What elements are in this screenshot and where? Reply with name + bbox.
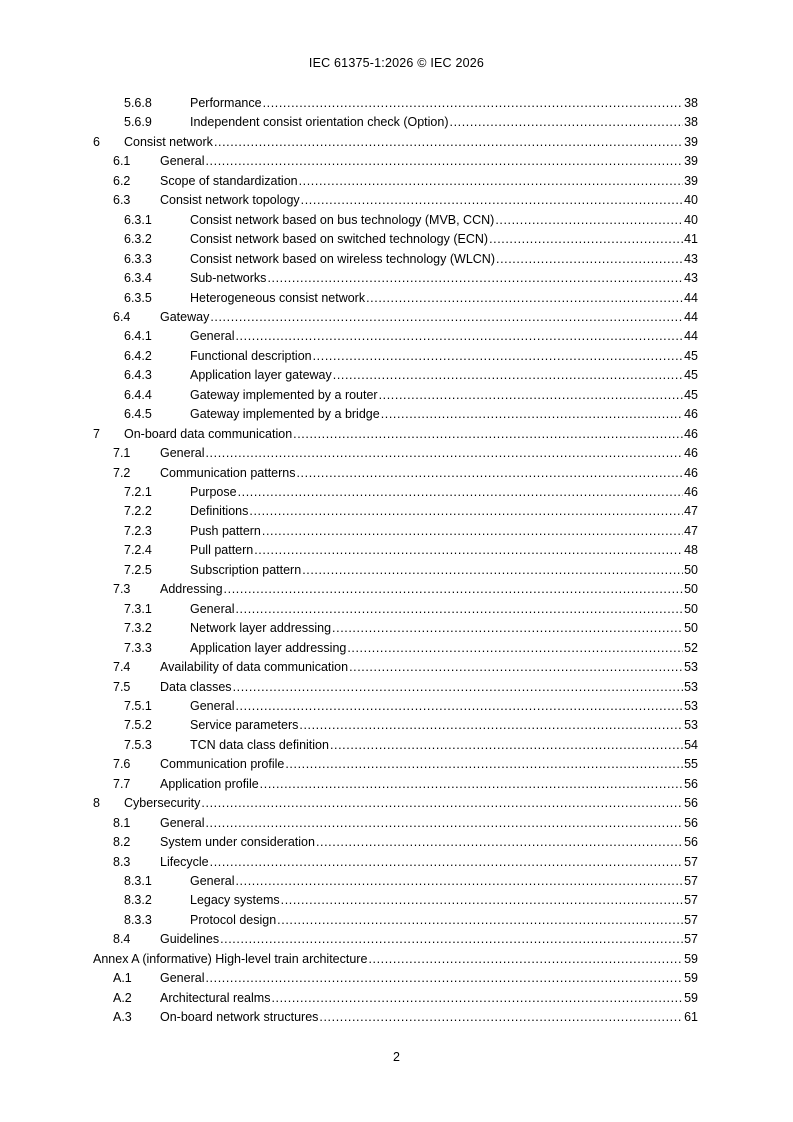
- toc-entry[interactable]: [0, 171, 793, 191]
- dot-leader: [277, 910, 683, 930]
- dot-leader: [281, 890, 683, 910]
- dot-leader: [313, 346, 683, 366]
- toc-entry-title: Communication profile: [160, 757, 285, 772]
- toc-entry-title: General: [190, 601, 235, 616]
- toc-entry[interactable]: [0, 132, 793, 152]
- toc-entry-number: 8.4: [113, 932, 131, 947]
- dot-leader: [249, 501, 683, 521]
- toc-entry-title: General: [160, 446, 205, 461]
- toc-entry-number: 7.2.5: [124, 562, 152, 577]
- toc-entry-number: 7.5.2: [124, 718, 152, 733]
- toc-entry-title: Application profile: [160, 776, 259, 791]
- toc-entry-number: 6.2: [113, 173, 131, 188]
- toc-entry-number: 7.5.1: [124, 698, 152, 713]
- toc-entry[interactable]: [0, 988, 793, 1008]
- toc-entry-title: Consist network based on bus technology (MVB, CCN): [190, 212, 495, 227]
- toc-entry-page: 57: [684, 893, 698, 908]
- toc-entry[interactable]: [0, 521, 793, 541]
- toc-entry-title: Consist network based on wireless technology (WLCN): [190, 251, 495, 266]
- toc-entry-title: Scope of standardization: [160, 173, 298, 188]
- toc-entry-title: General: [190, 698, 235, 713]
- toc-entry[interactable]: [0, 657, 793, 677]
- toc-entry-number: 6.3.3: [124, 251, 152, 266]
- toc-entry-number: 7.4: [113, 660, 131, 675]
- toc-entry[interactable]: [0, 929, 793, 949]
- toc-entry[interactable]: [0, 404, 793, 424]
- toc-entry-number: 8.3.2: [124, 893, 152, 908]
- toc-entry-number: 7.2.3: [124, 523, 152, 538]
- page-header: [0, 56, 793, 70]
- toc-entry-page: 56: [684, 835, 698, 850]
- toc-entry[interactable]: [0, 774, 793, 794]
- toc-entry-page: 53: [684, 718, 698, 733]
- toc-entry-title: General: [190, 874, 235, 888]
- toc-entry-title: Application layer addressing: [190, 640, 347, 655]
- toc-entry-title: Legacy systems: [190, 893, 280, 908]
- toc-entry-page: 38: [684, 96, 698, 110]
- toc-entry-title: Network layer addressing: [190, 621, 332, 636]
- toc-entry-number: 7.6: [113, 757, 131, 772]
- toc-entry-number: A.2: [113, 990, 132, 1005]
- toc-entry-number: 8.3.1: [124, 874, 152, 888]
- toc-entry-title: Consist network based on switched technology (ECN): [190, 232, 489, 247]
- toc-entry[interactable]: [0, 852, 793, 872]
- toc-entry-page: 57: [684, 854, 698, 869]
- toc-entry[interactable]: [0, 793, 793, 813]
- toc-entry[interactable]: [0, 677, 793, 697]
- dot-leader: [233, 677, 684, 697]
- dot-leader: [379, 385, 684, 405]
- dot-leader: [296, 463, 683, 483]
- dot-leader: [254, 540, 683, 560]
- toc-entry[interactable]: [0, 949, 793, 969]
- toc-entry-page: 59: [684, 951, 698, 966]
- toc-entry-number: 7.2: [113, 465, 131, 480]
- toc-entry-page: 59: [684, 971, 698, 986]
- toc-entry-title: Push pattern: [190, 523, 261, 538]
- toc-entry-title: Cybersecurity: [124, 796, 201, 811]
- toc-entry-number: 7.3.3: [124, 640, 152, 655]
- dot-leader: [301, 190, 683, 210]
- toc-entry-page: 52: [684, 640, 698, 655]
- toc-entry-number: 7.3.2: [124, 621, 152, 636]
- toc-entry-page: 47: [684, 504, 698, 519]
- toc-entry[interactable]: [0, 229, 793, 249]
- dot-leader: [495, 210, 683, 230]
- dot-leader: [285, 754, 683, 774]
- toc-entry-page: 53: [684, 679, 698, 694]
- dot-leader: [332, 618, 683, 638]
- dot-leader: [496, 249, 683, 269]
- toc-entry-page: 50: [684, 562, 698, 577]
- toc-entry-page: 44: [684, 329, 698, 344]
- dot-leader: [349, 657, 683, 677]
- dot-leader: [489, 229, 683, 249]
- toc-entry-number: 8: [93, 796, 100, 811]
- toc-entry[interactable]: [0, 365, 793, 385]
- toc-entry-number: 6.4.3: [124, 368, 152, 383]
- toc-entry[interactable]: [0, 871, 793, 891]
- dot-leader: [205, 968, 683, 988]
- dot-leader: [330, 735, 683, 755]
- toc-entry-number: 6.3.5: [124, 290, 152, 305]
- toc-entry-number: 6.4.4: [124, 387, 152, 402]
- dot-leader: [224, 579, 684, 599]
- toc-entry-number: 6.4.2: [124, 348, 152, 363]
- dot-leader: [347, 638, 683, 658]
- dot-leader: [333, 365, 683, 385]
- toc-entry-number: 7.7: [113, 776, 131, 791]
- dot-leader: [299, 171, 684, 191]
- toc-entry-page: 45: [684, 387, 698, 402]
- toc-entry-title: Performance: [190, 96, 262, 110]
- toc-entry-title: General: [160, 971, 205, 986]
- toc-entry-page: 61: [684, 1010, 698, 1025]
- toc-entry-page: 45: [684, 348, 698, 363]
- toc-entry[interactable]: [0, 190, 793, 210]
- dot-leader: [450, 112, 684, 132]
- toc-entry-number: 6: [93, 134, 100, 149]
- toc-entry-page: 39: [684, 173, 698, 188]
- dot-leader: [235, 599, 683, 619]
- toc-entry[interactable]: [0, 696, 793, 716]
- toc-entry-title: General: [190, 329, 235, 344]
- toc-entry-page: 50: [684, 582, 698, 597]
- toc-entry-number: 5.6.9: [124, 115, 152, 130]
- toc-entry-title: Availability of data communication: [160, 660, 349, 675]
- toc-entry-number: 5.6.8: [124, 96, 152, 110]
- toc-entry[interactable]: [0, 249, 793, 269]
- toc-entry-title: Lifecycle: [160, 854, 209, 869]
- toc-entry-number: 6.1: [113, 154, 131, 169]
- dot-leader: [299, 715, 683, 735]
- dot-leader: [319, 1007, 683, 1027]
- toc-entry-title: Definitions: [190, 504, 249, 519]
- toc-entry[interactable]: [0, 832, 793, 852]
- toc-entry-number: 8.3.3: [124, 912, 152, 927]
- toc-entry-number: 7.1: [113, 446, 131, 461]
- dot-leader: [235, 326, 683, 346]
- toc-entry[interactable]: [0, 754, 793, 774]
- dot-leader: [366, 288, 683, 308]
- toc-entry-number: A.1: [113, 971, 132, 986]
- toc-entry-number: 7.3.1: [124, 601, 152, 616]
- toc-entry[interactable]: [0, 560, 793, 580]
- toc-entry[interactable]: [0, 346, 793, 366]
- toc-entry-title: Heterogeneous consist network: [190, 290, 366, 305]
- toc-entry-page: 40: [684, 193, 698, 208]
- dot-leader: [316, 832, 683, 852]
- toc-entry-page: 55: [684, 757, 698, 772]
- toc-entry-title: On-board network structures: [160, 1010, 319, 1025]
- toc-entry[interactable]: [0, 618, 793, 638]
- dot-leader: [293, 424, 683, 444]
- toc-entry[interactable]: [0, 813, 793, 833]
- toc-entry[interactable]: [0, 1007, 793, 1027]
- toc-entry[interactable]: [0, 93, 793, 113]
- page-number: 2: [393, 1050, 400, 1064]
- toc-entry-page: 48: [684, 543, 698, 558]
- toc-entry-number: 7.5: [113, 679, 131, 694]
- toc-entry-title: Gateway implemented by a router: [190, 387, 378, 402]
- toc-entry-page: 41: [684, 232, 698, 247]
- toc-entry[interactable]: [0, 968, 793, 988]
- toc-entry[interactable]: [0, 482, 793, 502]
- toc-entry-title: Subscription pattern: [190, 562, 302, 577]
- dot-leader: [381, 404, 683, 424]
- toc-entry[interactable]: [0, 424, 793, 444]
- toc-entry-page: 50: [684, 621, 698, 636]
- toc-entry-title: General: [160, 815, 205, 830]
- dot-leader: [205, 813, 683, 833]
- toc-entry-page: 43: [684, 271, 698, 286]
- toc-entry-title: Annex A (informative) High-level train architecture: [93, 951, 368, 966]
- toc-entry-title: Independent consist orientation check (Option): [190, 115, 449, 130]
- toc-entry[interactable]: [0, 501, 793, 521]
- dot-leader: [260, 774, 683, 794]
- toc-entry-number: 6.3.2: [124, 232, 152, 247]
- toc-entry-number: 7.3: [113, 582, 131, 597]
- toc-entry-number: A.3: [113, 1010, 132, 1025]
- toc-entry-page: 50: [684, 601, 698, 616]
- toc-entry[interactable]: [0, 443, 793, 463]
- toc-entry[interactable]: [0, 268, 793, 288]
- toc-entry-title: Communication patterns: [160, 465, 296, 480]
- toc-entry-title: System under consideration: [160, 835, 315, 850]
- toc-entry-title: Application layer gateway: [190, 368, 332, 383]
- toc-entry-title: Consist network: [124, 134, 213, 149]
- dot-leader: [214, 132, 683, 152]
- toc-entry[interactable]: [0, 735, 793, 755]
- dot-leader: [235, 696, 683, 716]
- toc-entry-title: Service parameters: [190, 718, 299, 733]
- toc-entry[interactable]: [0, 579, 793, 599]
- toc-entry-title: Protocol design: [190, 912, 277, 927]
- dot-leader: [262, 521, 683, 541]
- toc-entry-title: TCN data class definition: [190, 737, 329, 752]
- dot-leader: [235, 871, 683, 891]
- toc-entry-page: 59: [684, 990, 698, 1005]
- toc-entry-page: 44: [684, 290, 698, 305]
- toc-entry-number: 8.1: [113, 815, 131, 830]
- toc-entry[interactable]: [0, 890, 793, 910]
- dot-leader: [238, 482, 684, 502]
- toc-entry-page: 46: [684, 465, 698, 480]
- toc-entry-title: General: [160, 154, 205, 169]
- dot-leader: [267, 268, 683, 288]
- toc-entry[interactable]: [0, 326, 793, 346]
- toc-entry-number: 6.4: [113, 309, 131, 324]
- toc-entry[interactable]: [0, 151, 793, 171]
- toc-entry[interactable]: [0, 210, 793, 230]
- dot-leader: [201, 793, 683, 813]
- toc-entry-title: Gateway: [160, 309, 210, 324]
- toc-entry-page: 54: [684, 737, 698, 752]
- toc-entry[interactable]: [0, 288, 793, 308]
- toc-entry-number: 6.4.1: [124, 329, 152, 344]
- toc-entry-page: 39: [684, 154, 698, 169]
- toc-entry-number: 6.3: [113, 193, 131, 208]
- toc-entry[interactable]: [0, 463, 793, 483]
- toc-entry-title: Consist network topology: [160, 193, 300, 208]
- toc-entry-page: 46: [684, 446, 698, 461]
- toc-entry-page: 56: [684, 796, 698, 811]
- toc-entry-page: 43: [684, 251, 698, 266]
- toc-entry-title: Data classes: [160, 679, 232, 694]
- toc-entry-page: 46: [684, 485, 698, 499]
- toc-entry-title: Purpose: [190, 485, 237, 499]
- toc-entry[interactable]: [0, 638, 793, 658]
- toc-entry[interactable]: [0, 307, 793, 327]
- toc-entry-page: 47: [684, 523, 698, 538]
- dot-leader: [263, 93, 684, 113]
- toc-entry-page: 57: [684, 912, 698, 927]
- toc-entry[interactable]: [0, 385, 793, 405]
- toc-entry[interactable]: [0, 715, 793, 735]
- toc-entry-title: On-board data communication: [124, 426, 293, 441]
- toc-entry-page: 40: [684, 212, 698, 227]
- dot-leader: [302, 560, 683, 580]
- dot-leader: [210, 307, 683, 327]
- toc-entry-page: 45: [684, 368, 698, 383]
- dot-leader: [220, 929, 683, 949]
- toc-entry-number: 6.3.1: [124, 212, 152, 227]
- toc-entry-page: 57: [684, 932, 698, 947]
- toc-entry-page: 39: [684, 134, 698, 149]
- dot-leader: [205, 443, 683, 463]
- toc-entry-page: 44: [684, 309, 698, 324]
- toc-entry-number: 7.2.2: [124, 504, 152, 519]
- dot-leader: [205, 151, 683, 171]
- toc-entry-page: 46: [684, 407, 698, 422]
- toc-entry[interactable]: [0, 112, 793, 132]
- toc-entry-number: 7.5.3: [124, 737, 152, 752]
- toc-entry[interactable]: [0, 599, 793, 619]
- toc-entry-page: 56: [684, 776, 698, 791]
- toc-entry-page: 56: [684, 815, 698, 830]
- toc-entry-number: 8.2: [113, 835, 131, 850]
- toc-entry-number: 6.3.4: [124, 271, 152, 286]
- toc-entry-number: 8.3: [113, 854, 131, 869]
- toc-entry-page: 53: [684, 660, 698, 675]
- toc-entry-page: 46: [684, 426, 698, 441]
- toc-entry[interactable]: [0, 910, 793, 930]
- toc-entry-page: 38: [684, 115, 698, 130]
- toc-entry[interactable]: [0, 540, 793, 560]
- toc-entry-title: Architectural realms: [160, 990, 271, 1005]
- dot-leader: [271, 988, 683, 1008]
- toc-entry-title: Gateway implemented by a bridge: [190, 407, 380, 422]
- dot-leader: [368, 949, 683, 969]
- toc-entry-title: Guidelines: [160, 932, 220, 947]
- toc-entry-title: Pull pattern: [190, 543, 254, 558]
- toc-entry-title: Addressing: [160, 582, 223, 597]
- page-footer: [0, 1050, 793, 1064]
- toc-entry-page: 53: [684, 698, 698, 713]
- toc-entry-number: 7.2.4: [124, 543, 152, 558]
- toc-entry-title: Functional description: [190, 348, 312, 363]
- toc-entry-title: Sub-networks: [190, 271, 267, 286]
- toc-entry-page: 57: [684, 874, 698, 888]
- dot-leader: [210, 852, 683, 872]
- toc-entry-number: 6.4.5: [124, 407, 152, 422]
- document-id: IEC 61375-1:2026 © IEC 2026: [308, 56, 485, 70]
- toc-entry-number: 7: [93, 426, 100, 441]
- toc-entry-number: 7.2.1: [124, 485, 152, 499]
